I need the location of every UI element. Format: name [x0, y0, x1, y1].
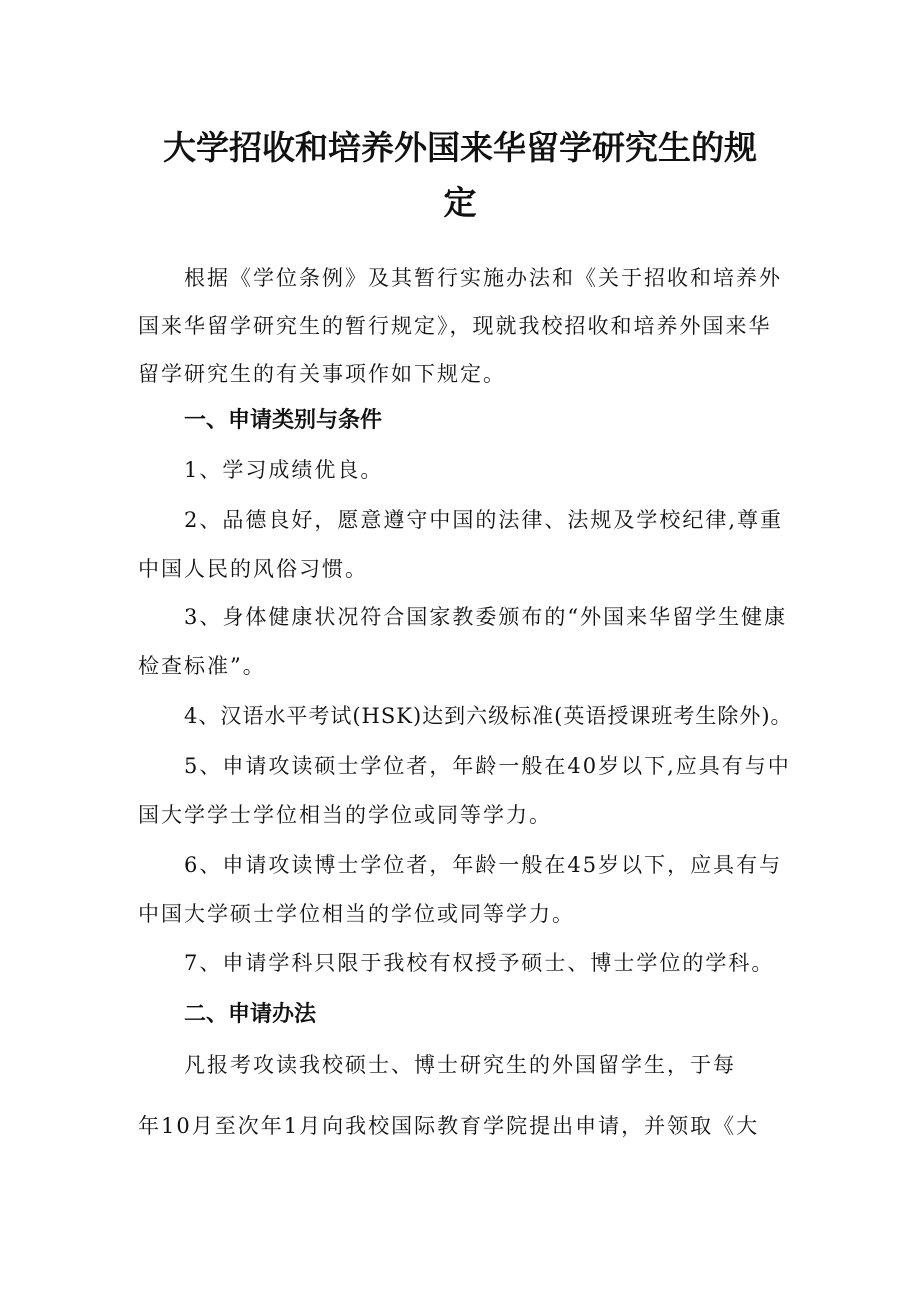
intro-paragraph-line-3: 留学研究生的有关事项作如下规定。: [138, 362, 506, 386]
application-paragraph-line-1: 凡报考攻读我校硕士、博士研究生的外国留学生，于每: [184, 1053, 736, 1077]
application-paragraph-line-2: 年10月至次年1月向我校国际教育学院提出申请，并领取《大: [138, 1114, 760, 1138]
section-2-heading: 二、申请办法: [184, 1002, 317, 1027]
section-1-heading: 一、申请类别与条件: [184, 408, 383, 433]
condition-7-line-1: 7、申请学科只限于我校有权授予硕士、博士学位的学科。: [184, 951, 775, 975]
condition-4-line-1: 4、汉语水平考试(HSK)达到六级标准(英语授课班考生除外)。: [184, 704, 793, 728]
condition-1-line-1: 1、学习成绩优良。: [184, 458, 384, 482]
document-title-line-2: 定: [443, 183, 477, 222]
intro-paragraph-line-1: 根据《学位条例》及其暂行实施办法和《关于招收和培养外: [184, 266, 782, 290]
condition-3-line-2: 检查标准”。: [138, 654, 266, 678]
condition-3-line-1: 3、身体健康状况符合国家教委颁布的“外国来华留学生健康: [184, 605, 788, 629]
condition-2-line-1: 2、品德良好，愿意遵守中国的法律、法规及学校纪律,尊重: [184, 508, 784, 532]
condition-6-line-2: 中国大学硕士学位相当的学位或同等学力。: [138, 902, 575, 926]
condition-2-line-2: 中国人民的风俗习惯。: [138, 557, 368, 581]
document-title-line-1: 大学招收和培养外国来华留学研究生的规: [163, 128, 757, 167]
condition-5-line-2: 国大学学士学位相当的学位或同等学力。: [138, 803, 552, 827]
intro-paragraph-line-2: 国来华留学研究生的暂行规定》，现就我校招收和培养外国来华: [138, 314, 772, 338]
condition-5-line-1: 5、申请攻读硕士学位者，年龄一般在40岁以下,应具有与中: [184, 754, 791, 778]
condition-6-line-1: 6、申请攻读博士学位者，年龄一般在45岁以下，应具有与: [184, 853, 783, 877]
